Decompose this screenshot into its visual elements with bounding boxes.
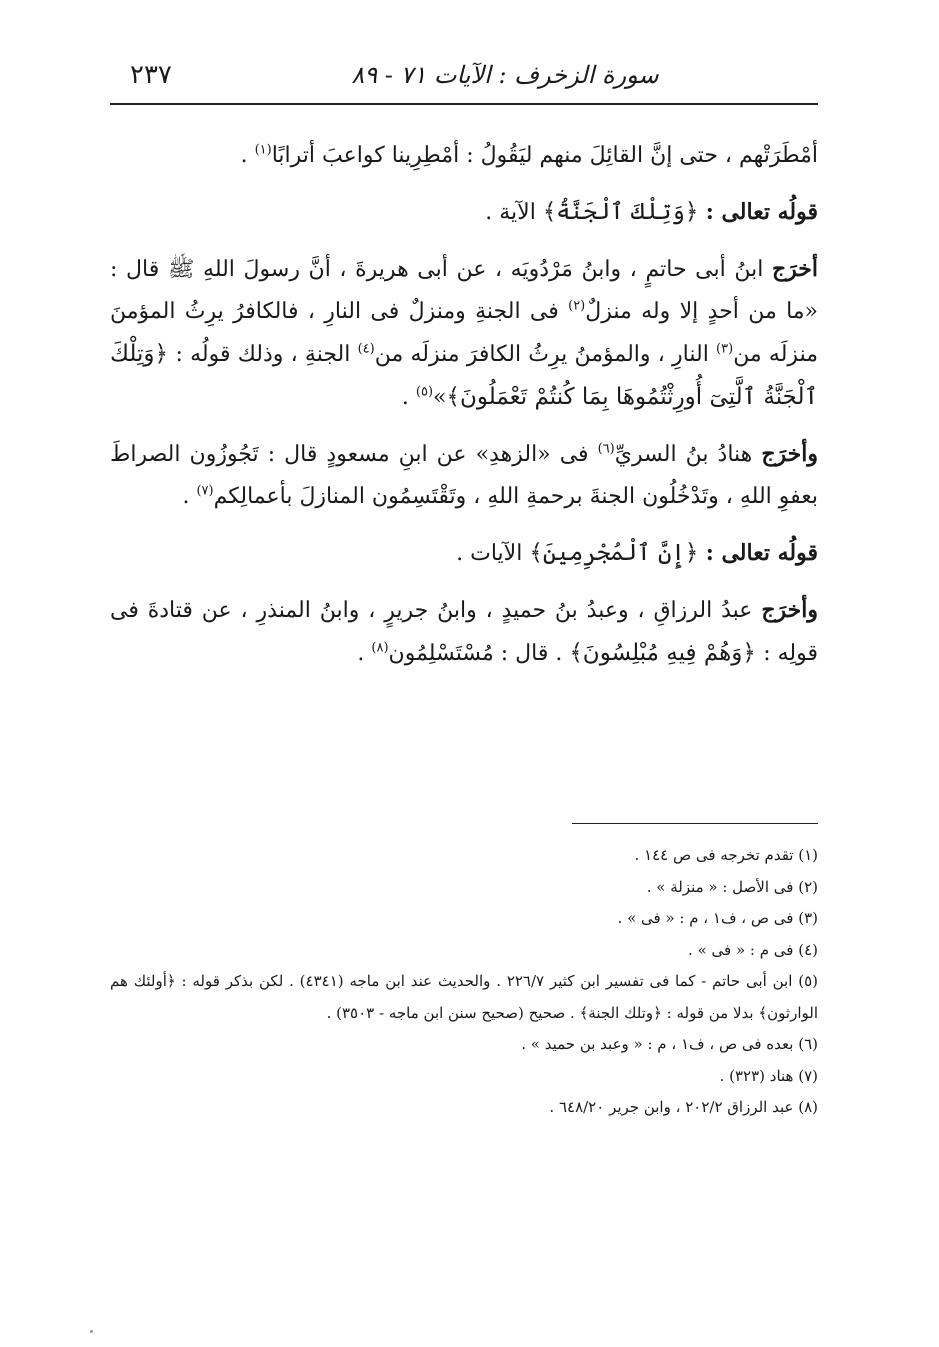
paragraph-text: ابنُ أبى حاتمٍ ، وابنُ مَرْدُويَه ، عن أبى هريرةَ ، أنَّ رسولَ اللهِ ﷺ قال : «ما من أحدٍ إلا وله منزلٌ	[110, 257, 819, 324]
footnote-6: (٦) بعده فى ص ، ف١ ، م : « وعبد بن حميد » .	[521, 1035, 818, 1053]
paragraph-text: . قال : مُسْتَسْلِمُون	[388, 641, 570, 666]
page-number: ٢٣٧	[130, 60, 172, 90]
footnote-marker: (٧)	[196, 483, 214, 499]
footnote-4: (٤) فى م : « فى » .	[688, 940, 818, 959]
footnote-2: (٢) فى الأصل : « منزلة » .	[646, 877, 818, 896]
paragraph-text: عبدُ الرزاقِ ، وعبدُ بنُ حميدٍ ، وابنُ جريرٍ ، وابنُ المنذرِ ، عن قتادةَ فى قولِه :	[110, 598, 818, 666]
lead-phrase: قولُه تعالى :	[705, 540, 818, 566]
quran-quote: ﴿إِنَّ ٱلْمُجْرِمِينَ﴾	[529, 540, 706, 566]
footnote-marker: (٨)	[371, 640, 389, 656]
main-text	[110, 135, 818, 675]
paragraph-text: فى «الزهدِ» عن ابنِ مسعودٍ قال : تَجُوزُون الصراطَ بعفوِ اللهِ ، وتَدْخُلُون الجنةَ برحمةِ اللهِ ، وتَقْتَسِمُون المنازلَ بأعمالِكم	[110, 442, 818, 509]
paragraph-text: »	[433, 385, 447, 410]
paragraph-text: الآية .	[485, 200, 543, 225]
paragraph-end: .	[357, 641, 372, 666]
paragraph-end: .	[182, 484, 197, 509]
paragraph-3	[110, 248, 818, 419]
quran-quote: ﴿وَتِلْكَ ٱلْجَنَّةُ﴾	[542, 199, 706, 225]
paragraph-5	[110, 532, 818, 575]
paragraph-text: أمْطَرَتْهم ، حتى إنَّ القائِلَ منهم ليَقُولُ : أمْطِرِينا كواعبَ أترابًا	[271, 143, 818, 168]
footnote-marker: (٥)	[415, 384, 434, 400]
footnote-8: (٨) عبد الرزاق ٢٠٢/٢ ، وابن جرير ٦٤٨/٢٠ .	[549, 1098, 818, 1116]
paragraph-text: الجنةِ ، وذلك قولُه :	[175, 342, 358, 367]
paragraph-text: النارِ ، والمؤمنُ يرِثُ الكافرَ منزلَه من	[374, 342, 717, 367]
paragraph-text: فى الجنةِ ومنزلٌ فى النارِ ، فالكافرُ يرِثُ المؤمنَ منزلَه من	[110, 299, 818, 367]
quran-quote: ﴿وَتِلْكَ ٱلْجَنَّةُ ٱلَّتِىٓ أُورِثْتُمُوهَا بِمَا كُنتُمْ تَعْمَلُونَ﴾	[110, 341, 818, 410]
paragraph-text: هنادُ بنُ السريِّ	[614, 442, 762, 467]
lead-phrase: وأخرَج	[761, 597, 818, 623]
lead-phrase: وأخرَج	[761, 441, 819, 467]
lead-phrase: أخرَج	[771, 256, 818, 282]
paragraph-end: .	[401, 385, 416, 410]
footnote-7: (٧) هناد (٣٢٣) .	[719, 1066, 818, 1085]
footnotes	[110, 840, 818, 1124]
footnote-divider	[572, 823, 818, 824]
footnote-marker: (٤)	[357, 341, 375, 357]
footnote-marker: (٣)	[716, 341, 734, 357]
paragraph-end: .	[240, 143, 255, 168]
page-header	[110, 56, 818, 96]
lead-phrase: قولُه تعالى :	[705, 199, 818, 225]
paragraph-1	[110, 135, 818, 177]
footnote-marker: (٢)	[568, 298, 586, 314]
paragraph-6	[110, 589, 818, 675]
paragraph-text: الآيات .	[456, 541, 530, 566]
paragraph-2	[110, 191, 818, 234]
footnote-marker: (١)	[254, 142, 272, 158]
quran-quote: ﴿وَهُمْ فِيهِ مُبْلِسُونَ﴾	[569, 640, 764, 666]
paragraph-4	[110, 433, 818, 518]
header-divider	[110, 103, 818, 105]
footnote-5: (٥) ابن أبى حاتم - كما فى تفسير ابن كثير ٢٢٦/٧ . والحديث عند ابن ماجه (٤٣٤١) . لكن بذكر قوله : ﴿أولئك هم الوارثون﴾ بدلا من قوله : ﴿وتلك الجنة﴾ . صحيح (صحيح سنن ابن ماجه - ٣٥٠٣) .	[110, 972, 818, 1022]
footnote-1: (١) تقدم تخرجه فى ص ١٤٤ .	[634, 846, 818, 864]
running-title: سورة الزخرف : الآيات ٧١ - ٨٩	[351, 61, 659, 89]
footnote-3: (٣) فى ص ، ف١ ، م : « فى » .	[617, 909, 818, 927]
footnote-marker: (٦)	[597, 441, 615, 457]
scan-speck	[90, 1330, 93, 1333]
